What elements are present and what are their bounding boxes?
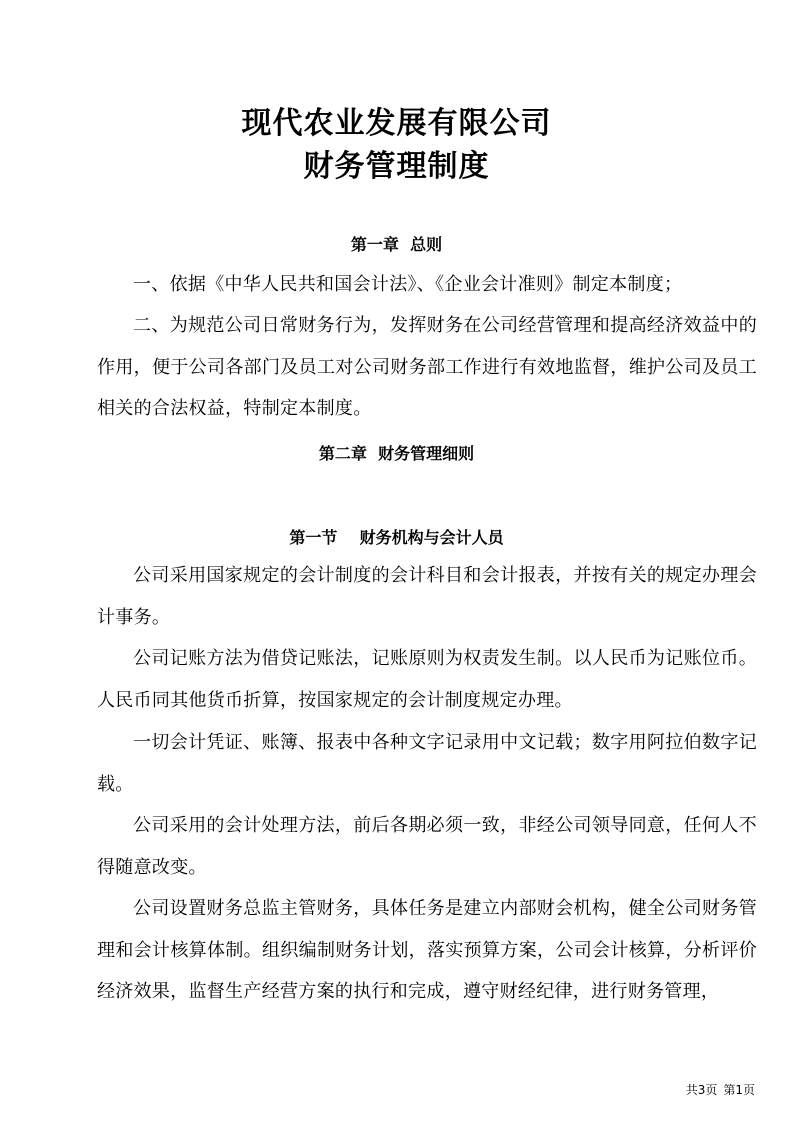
chapter-2-heading: 第二章 财务管理细则 bbox=[318, 444, 475, 463]
chapter-1-paragraph-1: 一、依据《中华人民共和国会计法》、《企业会计准则》制定本制度； bbox=[133, 274, 683, 295]
section-1-paragraph-1: 公司采用国家规定的会计制度的会计科目和会计报表，并按有关的规定办理会计事务。 bbox=[97, 565, 757, 628]
section-1-paragraph-3: 一切会计凭证、账簿、报表中各种文字记录用中文记载；数字用阿拉伯数字记载。 bbox=[97, 732, 757, 795]
document-title-company: 现代农业发展有限公司 bbox=[241, 106, 552, 141]
page-footer bbox=[680, 1081, 755, 1098]
section-1-paragraph-2: 公司记账方法为借贷记账法，记账原则为权责发生制。以人民币为记账位币。人民币同其他货币折算，按国家规定的会计制度规定办理。 bbox=[97, 648, 757, 711]
chapter-1-paragraph-2: 二、为规范公司日常财务行为，发挥财务在公司经营管理和提高经济效益中的作用，便于公司各部门及员工对公司财务部工作进行有效地监督，维护公司及员工相关的合法权益，特制定本制度。 bbox=[97, 315, 757, 419]
chapter-1-heading: 第一章 总则 bbox=[350, 235, 443, 254]
document-title-subject: 财务管理制度 bbox=[303, 149, 490, 184]
section-1-paragraph-5: 公司设置财务总监主管财务，具体任务是建立内部财会机构，健全公司财务管理和会计核算体制。组织编制财务计划，落实预算方案，公司会计核算，分析评价经济效果，监督生产经营方案的执行和完成，遵守财经纪律，进行财务管理， bbox=[97, 898, 757, 1002]
total-pages-label: 共3页 bbox=[685, 1083, 718, 1097]
section-1-paragraph-4: 公司采用的会计处理方法，前后各期必须一致，非经公司领导同意，任何人不得随意改变。 bbox=[97, 815, 757, 878]
current-page-label: 第1页 bbox=[723, 1083, 755, 1097]
section-1-heading: 第一节 财务机构与会计人员 bbox=[289, 528, 504, 547]
